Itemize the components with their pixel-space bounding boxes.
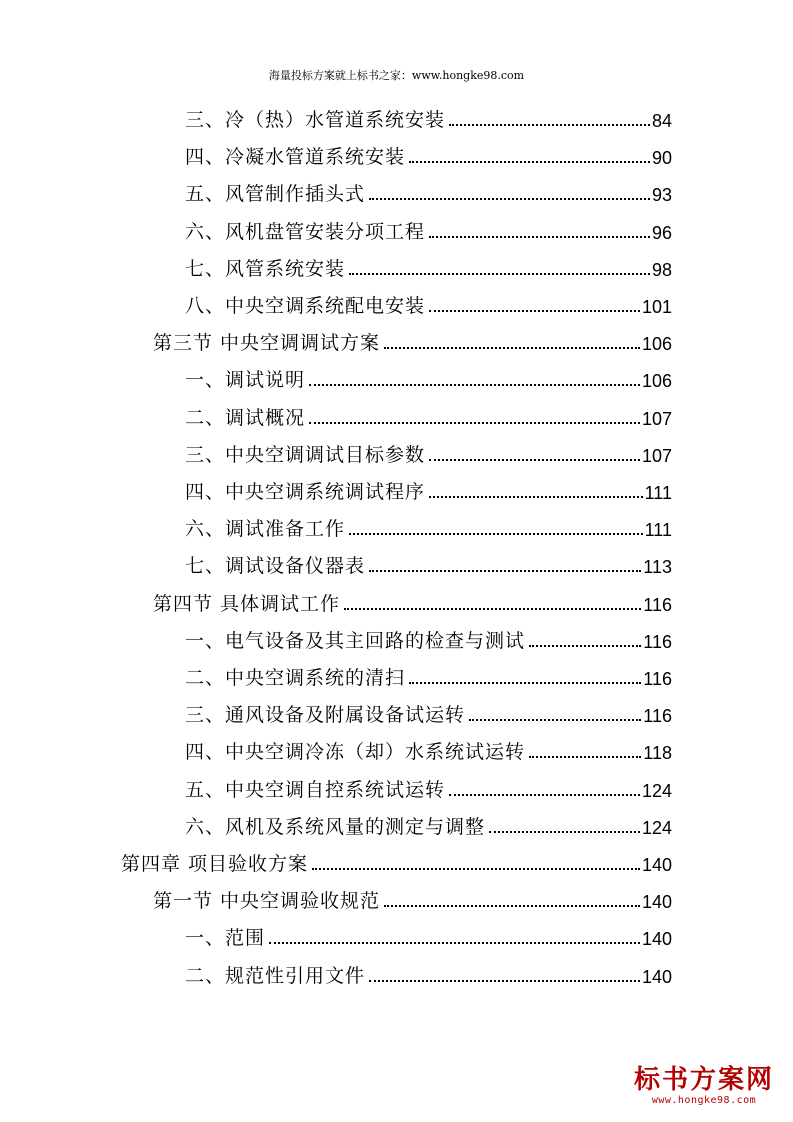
toc-entry-title: 第四节 具体调试工作 bbox=[153, 592, 341, 615]
toc-dot-leader bbox=[269, 942, 640, 944]
toc-entry-title: 三、中央空调调试目标参数 bbox=[185, 443, 426, 466]
toc-entry-page-number: 113 bbox=[643, 557, 672, 578]
toc-entry-title: 三、冷（热）水管道系统安装 bbox=[185, 109, 446, 131]
toc-entry-page-number: 84 bbox=[651, 111, 672, 131]
toc-entry[interactable] bbox=[185, 920, 672, 950]
toc-entry-page-number: 140 bbox=[641, 855, 672, 875]
toc-dot-leader bbox=[429, 459, 640, 461]
toc-entry[interactable] bbox=[185, 400, 672, 430]
toc-entry[interactable] bbox=[185, 251, 672, 281]
toc-entry[interactable] bbox=[185, 139, 672, 169]
logo bbox=[629, 1065, 779, 1106]
toc-entry-page-number: 116 bbox=[643, 594, 672, 615]
toc-entry-page-number: 107 bbox=[641, 445, 672, 466]
toc-dot-leader bbox=[349, 533, 643, 535]
toc-entry[interactable] bbox=[153, 883, 672, 913]
toc-entry-page-number: 106 bbox=[641, 334, 672, 355]
toc-entry-title: 六、风机盘管安装分项工程 bbox=[185, 220, 426, 243]
toc-entry-page-number: 90 bbox=[651, 148, 672, 169]
toc-dot-leader bbox=[344, 608, 641, 610]
toc-entry-page-number: 140 bbox=[641, 892, 672, 913]
toc-dot-leader bbox=[449, 794, 640, 796]
toc-dot-leader bbox=[369, 198, 650, 200]
toc-dot-leader bbox=[384, 347, 640, 349]
toc-entry-page-number: 116 bbox=[643, 669, 672, 689]
toc-entry[interactable] bbox=[185, 214, 672, 244]
toc-entry[interactable] bbox=[185, 772, 672, 802]
toc-entry[interactable] bbox=[185, 623, 672, 653]
toc-entry-page-number: 116 bbox=[643, 631, 672, 652]
toc-entry-page-number: 107 bbox=[641, 408, 672, 429]
toc-entry[interactable] bbox=[185, 958, 672, 988]
toc-dot-leader bbox=[529, 756, 641, 758]
toc-entry-title: 四、冷凝水管道系统安装 bbox=[185, 146, 406, 169]
toc-entry[interactable] bbox=[185, 362, 672, 392]
toc-entry-page-number: 124 bbox=[641, 780, 672, 801]
toc-entry[interactable] bbox=[185, 809, 672, 839]
toc-dot-leader bbox=[429, 496, 643, 498]
toc-dot-leader bbox=[409, 682, 641, 684]
toc-entry[interactable] bbox=[185, 102, 672, 132]
toc-entry-page-number: 140 bbox=[641, 966, 672, 987]
toc-entry-page-number: 140 bbox=[641, 929, 672, 950]
toc-entry-title: 四、中央空调系统调试程序 bbox=[185, 481, 426, 503]
toc-entry[interactable] bbox=[185, 176, 672, 206]
toc-entry-title: 二、规范性引用文件 bbox=[185, 964, 366, 987]
toc-entry-page-number: 124 bbox=[641, 817, 672, 838]
toc-entry-title: 七、风管系统安装 bbox=[185, 257, 346, 280]
toc-entry[interactable] bbox=[153, 586, 672, 616]
toc-entry[interactable] bbox=[185, 548, 672, 578]
toc-entry-page-number: 101 bbox=[641, 297, 672, 317]
toc-entry-page-number: 111 bbox=[644, 520, 672, 541]
toc-entry-title: 三、通风设备及附属设备试运转 bbox=[185, 704, 466, 727]
toc-entry[interactable] bbox=[185, 474, 672, 504]
toc-entry[interactable] bbox=[185, 288, 672, 318]
toc-entry-title: 第四章 项目验收方案 bbox=[121, 853, 309, 875]
toc-entry-page-number: 111 bbox=[644, 483, 672, 503]
toc-entry[interactable] bbox=[185, 697, 672, 727]
toc-entry-title: 四、中央空调冷冻（却）水系统试运转 bbox=[185, 741, 526, 764]
toc-entry-page-number: 106 bbox=[641, 371, 672, 392]
logo-url: www.hongke98.com bbox=[651, 1095, 757, 1106]
toc-dot-leader bbox=[409, 161, 650, 163]
toc-dot-leader bbox=[312, 868, 640, 870]
page-header: 海量投标方案就上标书之家：www.hongke98.com bbox=[268, 69, 525, 82]
toc-entry[interactable] bbox=[153, 325, 672, 355]
toc-entry-page-number: 96 bbox=[651, 222, 672, 243]
toc-entry-title: 一、范围 bbox=[185, 927, 266, 950]
toc-dot-leader bbox=[429, 236, 650, 238]
toc-entry[interactable] bbox=[185, 437, 672, 467]
toc-dot-leader bbox=[309, 422, 640, 424]
toc-dot-leader bbox=[369, 570, 641, 572]
toc-dot-leader bbox=[384, 905, 640, 907]
toc-dot-leader bbox=[369, 980, 640, 982]
toc-entry-title: 二、调试概况 bbox=[185, 406, 306, 429]
toc-dot-leader bbox=[349, 273, 650, 275]
toc-entry-title: 一、调试说明 bbox=[185, 369, 306, 392]
toc-entry-title: 第三节 中央空调调试方案 bbox=[153, 332, 381, 355]
toc-entry[interactable] bbox=[121, 846, 672, 876]
toc-entry-title: 二、中央空调系统的清扫 bbox=[185, 667, 406, 689]
toc-entry[interactable] bbox=[185, 511, 672, 541]
toc-entry-title: 七、调试设备仪器表 bbox=[185, 555, 366, 578]
toc-dot-leader bbox=[429, 310, 640, 312]
toc-entry-page-number: 118 bbox=[643, 743, 672, 764]
toc-entry-page-number: 93 bbox=[651, 185, 672, 206]
toc-dot-leader bbox=[449, 124, 650, 126]
toc-entry-title: 第一节 中央空调验收规范 bbox=[153, 890, 381, 913]
toc-dot-leader bbox=[469, 719, 641, 721]
toc-entry-title: 五、风管制作插头式 bbox=[185, 183, 366, 206]
toc-dot-leader bbox=[489, 831, 640, 833]
logo-title: 标书方案网 bbox=[633, 1065, 774, 1095]
toc-dot-leader bbox=[529, 645, 641, 647]
toc-entry[interactable] bbox=[185, 734, 672, 764]
toc-entry-title: 一、电气设备及其主回路的检查与测试 bbox=[185, 629, 526, 652]
toc-entry-title: 五、中央空调自控系统试运转 bbox=[185, 778, 446, 801]
toc-dot-leader bbox=[309, 384, 640, 386]
toc-entry-title: 六、调试准备工作 bbox=[185, 518, 346, 541]
toc-entry-title: 六、风机及系统风量的测定与调整 bbox=[185, 815, 486, 838]
toc-entry[interactable] bbox=[185, 660, 672, 690]
toc-entry-page-number: 116 bbox=[643, 706, 672, 727]
toc-entry-title: 八、中央空调系统配电安装 bbox=[185, 295, 426, 317]
toc-entry-page-number: 98 bbox=[651, 259, 672, 280]
